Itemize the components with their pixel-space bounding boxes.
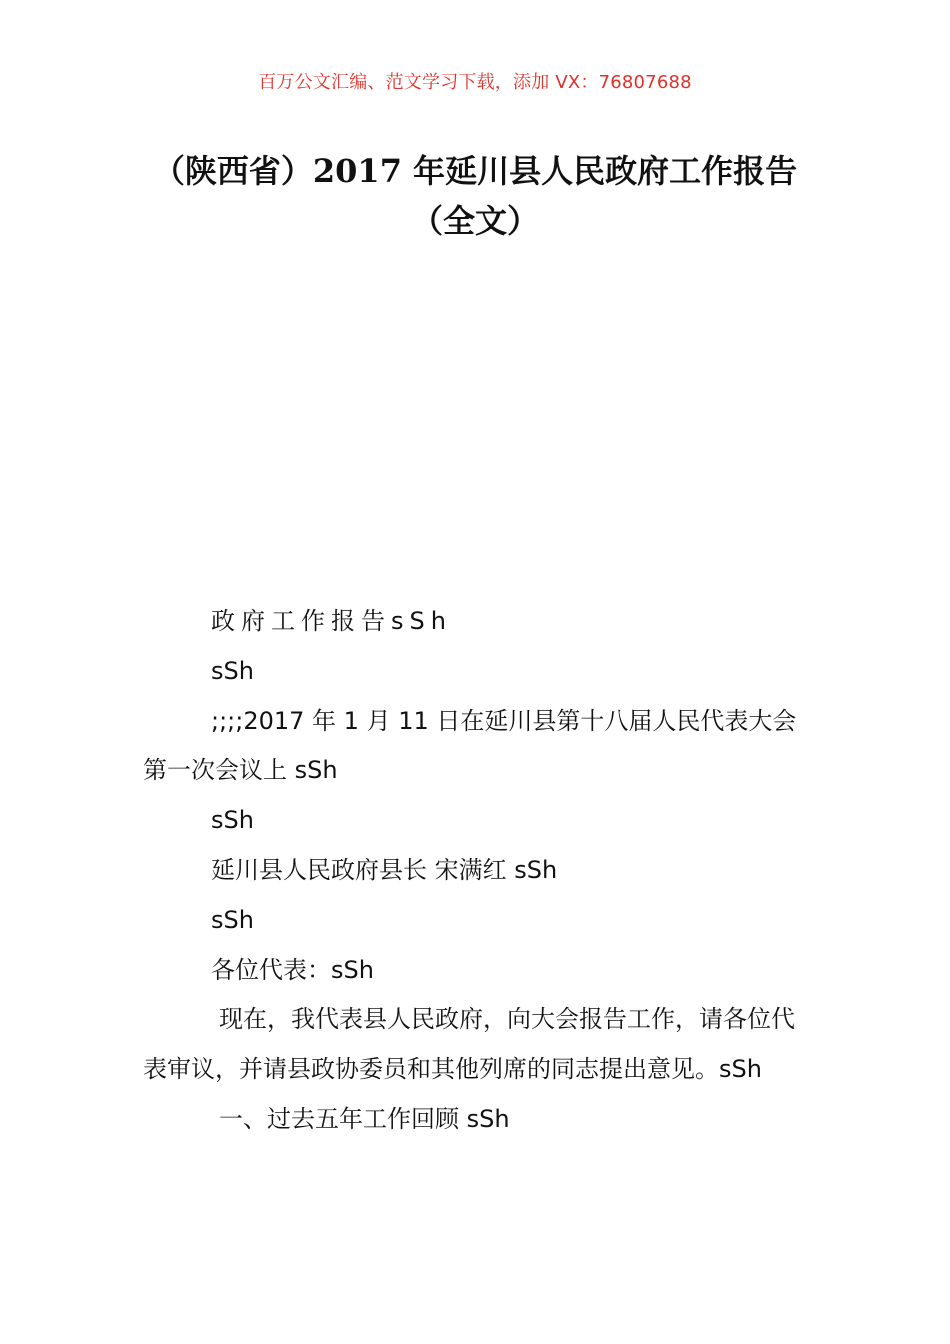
document-title: （陕西省）2017 年延川县人民政府工作报告（全文） [152,152,798,240]
paragraph-marker: sSh [211,656,254,685]
paragraph-speaker: 延川县人民政府县长 宋满红 sSh [211,855,558,884]
section-heading: 一、过去五年工作回顾 sSh [219,1104,510,1133]
header-banner: 百万公文汇编、范文学习下载，添加 VX：76807688 [258,72,692,93]
paragraph-opening: 现在，我代表县人民政府，向大会报告工作，请各位代表审议，并请县政协委员和其他列席的同志提出意见。sSh [143,1005,795,1084]
paragraph-marker: sSh [211,806,254,835]
paragraph-salutation: 各位代表：sSh [211,955,374,984]
paragraph-report-heading: 政府工作报告sSh [211,607,452,635]
document-body [143,597,813,1145]
paragraph-meeting-date: ;;;;2017 年 1 月 11 日在延川县第十八届人民代表大会第一次会议上 sSh [143,706,797,785]
paragraph-marker: sSh [211,905,254,934]
